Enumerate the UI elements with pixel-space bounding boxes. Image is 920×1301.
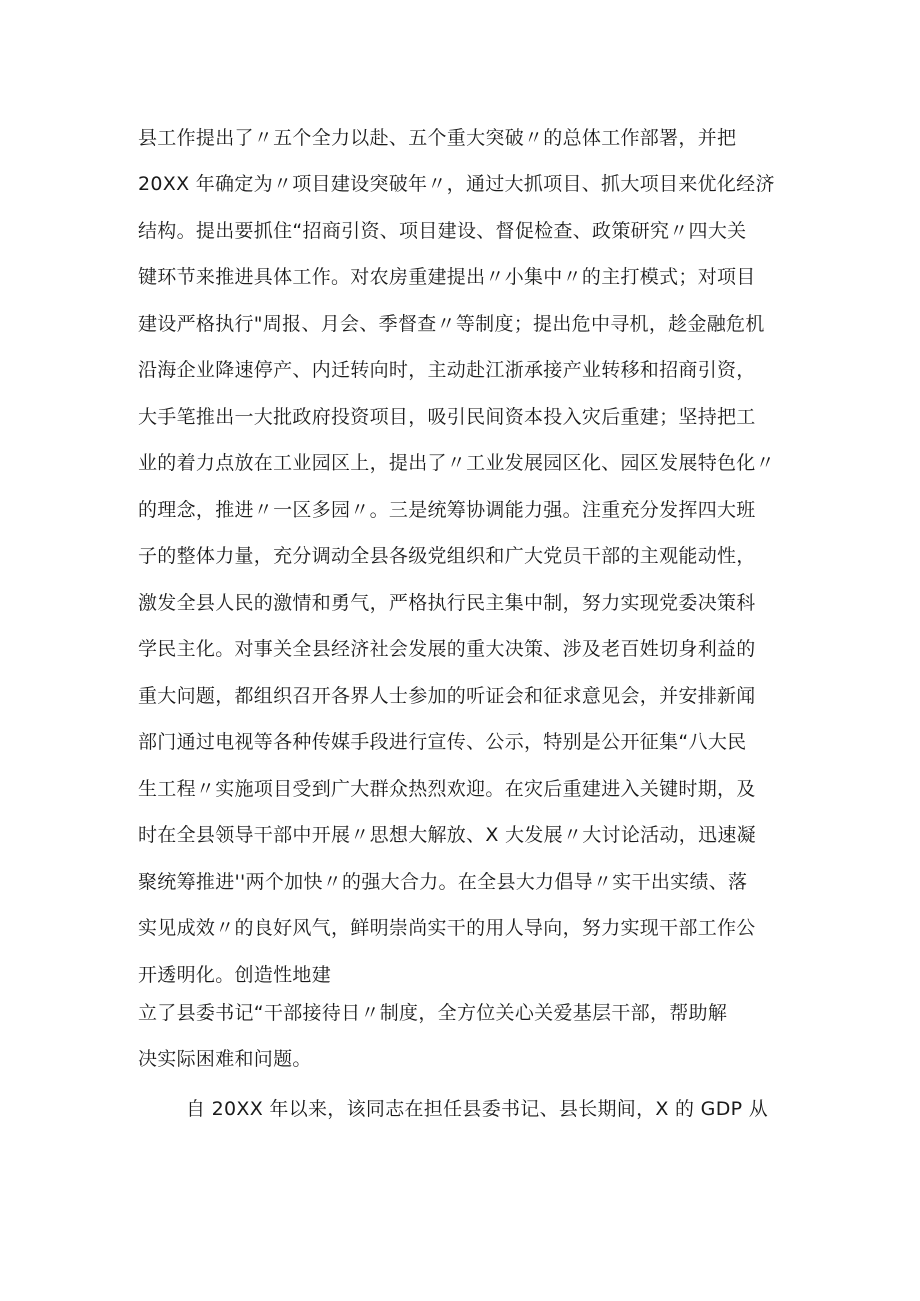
text-line-10: 子的整体力量，充分调动全县各级党组织和广大党员干部的主观能动性， xyxy=(138,545,756,567)
text-line-19: 开透明化。创造性地建 xyxy=(138,964,332,986)
text-line-7: 大手笔推出一大批政府投资项目，吸引民间资本投入灾后重建；坚持把工 xyxy=(138,406,756,428)
text-line-20: 立了县委书记“干部接待日〃制度，全方位关心关爱基层干部，帮助解 xyxy=(138,1002,728,1024)
text-line-2: 20XX 年确定为〃项目建设突破年〃，通过大抓项目、抓大项目来优化经济 xyxy=(138,173,775,195)
text-line-6: 沿海企业降速停产、内迁转向时，主动赴江浙承接产业转移和招商引资， xyxy=(138,359,756,381)
text-line-14: 部门通过电视等各种传媒手段进行宣传、公示，特别是公开征集“八大民 xyxy=(138,731,747,753)
text-line-16: 时在全县领导干部中开展〃思想大解放、X 大发展〃大讨论活动，迅速凝 xyxy=(138,824,756,846)
paragraph-start-line: 自 20XX 年以来，该同志在担任县委书记、县长期间，X 的 GDP 从 xyxy=(186,1098,769,1120)
text-line-21: 决实际困难和问题。 xyxy=(138,1048,312,1070)
text-line-5: 建设严格执行"周报、月会、季督查〃等制度；提出危中寻机，趁金融危机 xyxy=(138,313,765,335)
text-line-1: 县工作提出了〃五个全力以赴、五个重大突破〃的总体工作部署，并把 xyxy=(138,127,737,149)
text-line-9: 的理念，推进〃一区多园〃。三是统筹协调能力强。注重充分发挥四大班 xyxy=(138,499,756,521)
text-line-3: 结构。提出要抓住“招商引资、项目建设、督促检查、政策研究〃四大关 xyxy=(138,220,747,242)
text-line-12: 学民主化。对事关全县经济社会发展的重大决策、涉及老百姓切身利益的 xyxy=(138,638,756,660)
text-line-17: 聚统筹推进''两个加快〃的强大合力。在全县大力倡导〃实干出实绩、落 xyxy=(138,871,748,893)
text-line-15: 生工程〃实施项目受到广大群众热烈欢迎。在灾后重建进入关键时期，及 xyxy=(138,778,756,800)
text-line-4: 键环节来推进具体工作。对农房重建提出〃小集中〃的主打模式；对项目 xyxy=(138,266,756,288)
text-line-18: 实见成效〃的良好风气，鲜明崇尚实干的用人导向，努力实现干部工作公 xyxy=(138,917,756,939)
text-line-11: 激发全县人民的激情和勇气，严格执行民主集中制，努力实现党委决策科 xyxy=(138,592,756,614)
text-line-8: 业的着力点放在工业园区上，提出了〃工业发展园区化、园区发展特色化〃 xyxy=(138,452,775,474)
text-line-13: 重大问题，都组织召开各界人士参加的听证会和征求意见会，并安排新闻 xyxy=(138,685,756,707)
